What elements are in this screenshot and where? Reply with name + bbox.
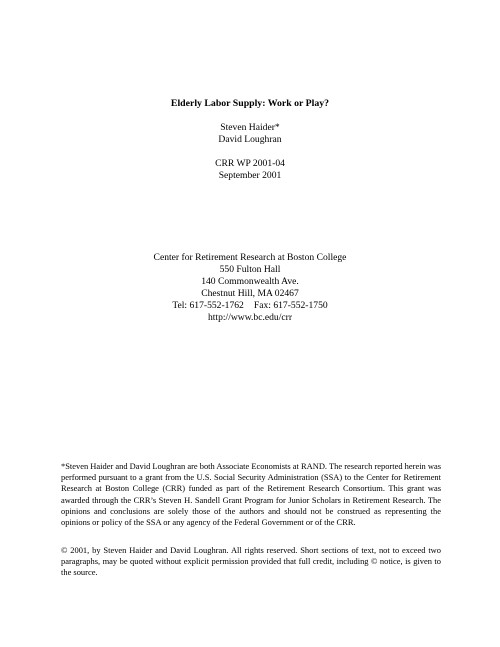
website-link[interactable]: http://www.bc.edu/crr bbox=[207, 312, 293, 323]
spacer bbox=[0, 110, 500, 122]
paper-title: Elderly Labor Supply: Work or Play? bbox=[170, 98, 330, 109]
author-footnote: *Steven Haider and David Loughran are both Associate Economists at RAND. The research reported herein was performed pursuant to a grant from the U.S. Social Security Administration (SSA) to the Center for Retirement Research at Boston College (CRR) funded as part of the Retirement Research Consortium. This grant was awarded through the CRR’s Steven H. Sandell Grant Program for Junior Scholars in Retirement Research. The opinions and conclusions are solely those of the authors and should not be construed as representing the opinions or policy of the SSA or any agency of the Federal Government or of the CRR. bbox=[61, 461, 441, 528]
spacer bbox=[0, 146, 500, 158]
author-name: Steven Haider* bbox=[220, 122, 280, 133]
address-city: Chestnut Hill, MA 02467 bbox=[201, 288, 299, 299]
address-line: 140 Commonwealth Ave. bbox=[201, 276, 299, 287]
fax: Fax: 617-552-1750 bbox=[253, 300, 328, 311]
address-line: 550 Fulton Hall bbox=[219, 264, 281, 275]
contact-line bbox=[0, 300, 500, 312]
title-block bbox=[0, 98, 500, 182]
address-block bbox=[0, 252, 500, 324]
copyright-notice: © 2001, by Steven Haider and David Loughran. All rights reserved. Short sections of text, not to exceed two paragraphs, may be quoted without explicit permission provided that full credit, including © notice, is given to the source. bbox=[61, 545, 441, 578]
author-name: David Loughran bbox=[218, 134, 282, 145]
center-name: Center for Retirement Research at Boston College bbox=[153, 252, 347, 263]
telephone: Tel: 617-552-1762 bbox=[172, 300, 244, 311]
paper-number: CRR WP 2001-04 bbox=[215, 158, 285, 169]
publication-date: September 2001 bbox=[218, 170, 282, 181]
